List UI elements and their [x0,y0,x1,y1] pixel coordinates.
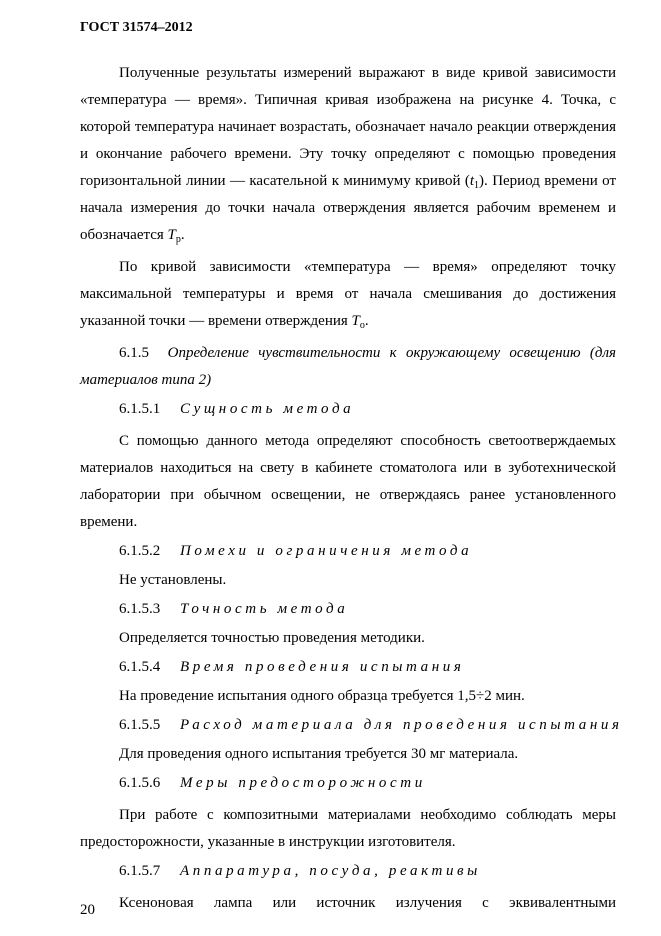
section-6-1-5-6-heading: 6.1.5.6 Меры предосторожности [119,775,426,791]
section-6-1-5-heading: 6.1.5 Определение чувствительности к окружающему освещению (для материалов типа 2) [80,345,617,388]
symbol-to-subscript: о [359,320,365,331]
paragraph-method-essence: С помощью данного метода определяют способность светоотверждаемых материалов находиться на свету в кабинете стоматолога или в зуботехнической лаборатории при обычном освещении, не отверждаясь ранее установленного времени. [80,433,616,530]
section-6-1-5-2-text: Не установлены. [119,572,227,588]
section-6-1-5-1-heading: 6.1.5.1 Сущность метода [119,401,355,417]
section-6-1-5-5-text: Для проведения одного испытания требуется 30 мг материала. [119,746,519,762]
section-6-1-5-3-heading: 6.1.5.3 Точность метода [119,601,349,617]
section-6-1-5-7-heading: 6.1.5.7 Аппаратура, посуда, реактивы [119,863,481,879]
page-header: ГОСТ 31574–2012 [80,20,193,35]
paragraph-precautions: При работе с композитными материалами необходимо соблюдать меры предосторожности, указанные в инструкции изготовителя. [80,807,616,850]
section-6-1-5-3-text: Определяется точностью проведения методики. [119,630,425,646]
symbol-to: T [351,313,360,329]
paragraph-temperature-curve: По кривой зависимости «температура — время» определяют точку максимальной температуры и время от начала смешивания до достижения указанной точки — времени отверждения $T_о$. [80,259,616,331]
page-content [80,60,623,917]
paragraph-xenon-lamp: Ксеноновая лампа или источник излучения с эквивалентными [119,895,616,911]
section-6-1-5-2-heading: 6.1.5.2 Помехи и ограничения метода [119,543,473,559]
section-6-1-5-5-heading: 6.1.5.5 Расход материала для проведения испытания [119,717,623,733]
section-6-1-5-title: Определение чувствительности к окружающему освещению (для материалов типа 2) [80,345,617,388]
page-number: 20 [80,902,95,918]
section-6-1-5-4-heading: 6.1.5.4 Время проведения испытания [119,659,465,675]
symbol-tp: T [167,227,176,243]
section-6-1-5-4-text: На проведение испытания одного образца требуется 1,5÷2 мин. [119,688,525,704]
symbol-t-subscript: 1 [474,180,480,191]
symbol-tp-subscript: р [175,234,181,245]
paragraph-measurement-results: Полученные результаты измерений выражают в виде кривой зависимости «температура — время». Типичная кривая изображена на рисунке 4. Точка, с которой температура начинает возрастать, обозначает начало реакции отверждения и окончание рабочего времени. Эту точку определяют с помощью проведения горизонтальной линии — касательной к минимуму кривой $(t_1)$. Период времени от начала измерения до точки начала отверждения является рабочим временем и обозначается $T_р$. [80,65,617,245]
symbol-t: t [469,173,475,189]
